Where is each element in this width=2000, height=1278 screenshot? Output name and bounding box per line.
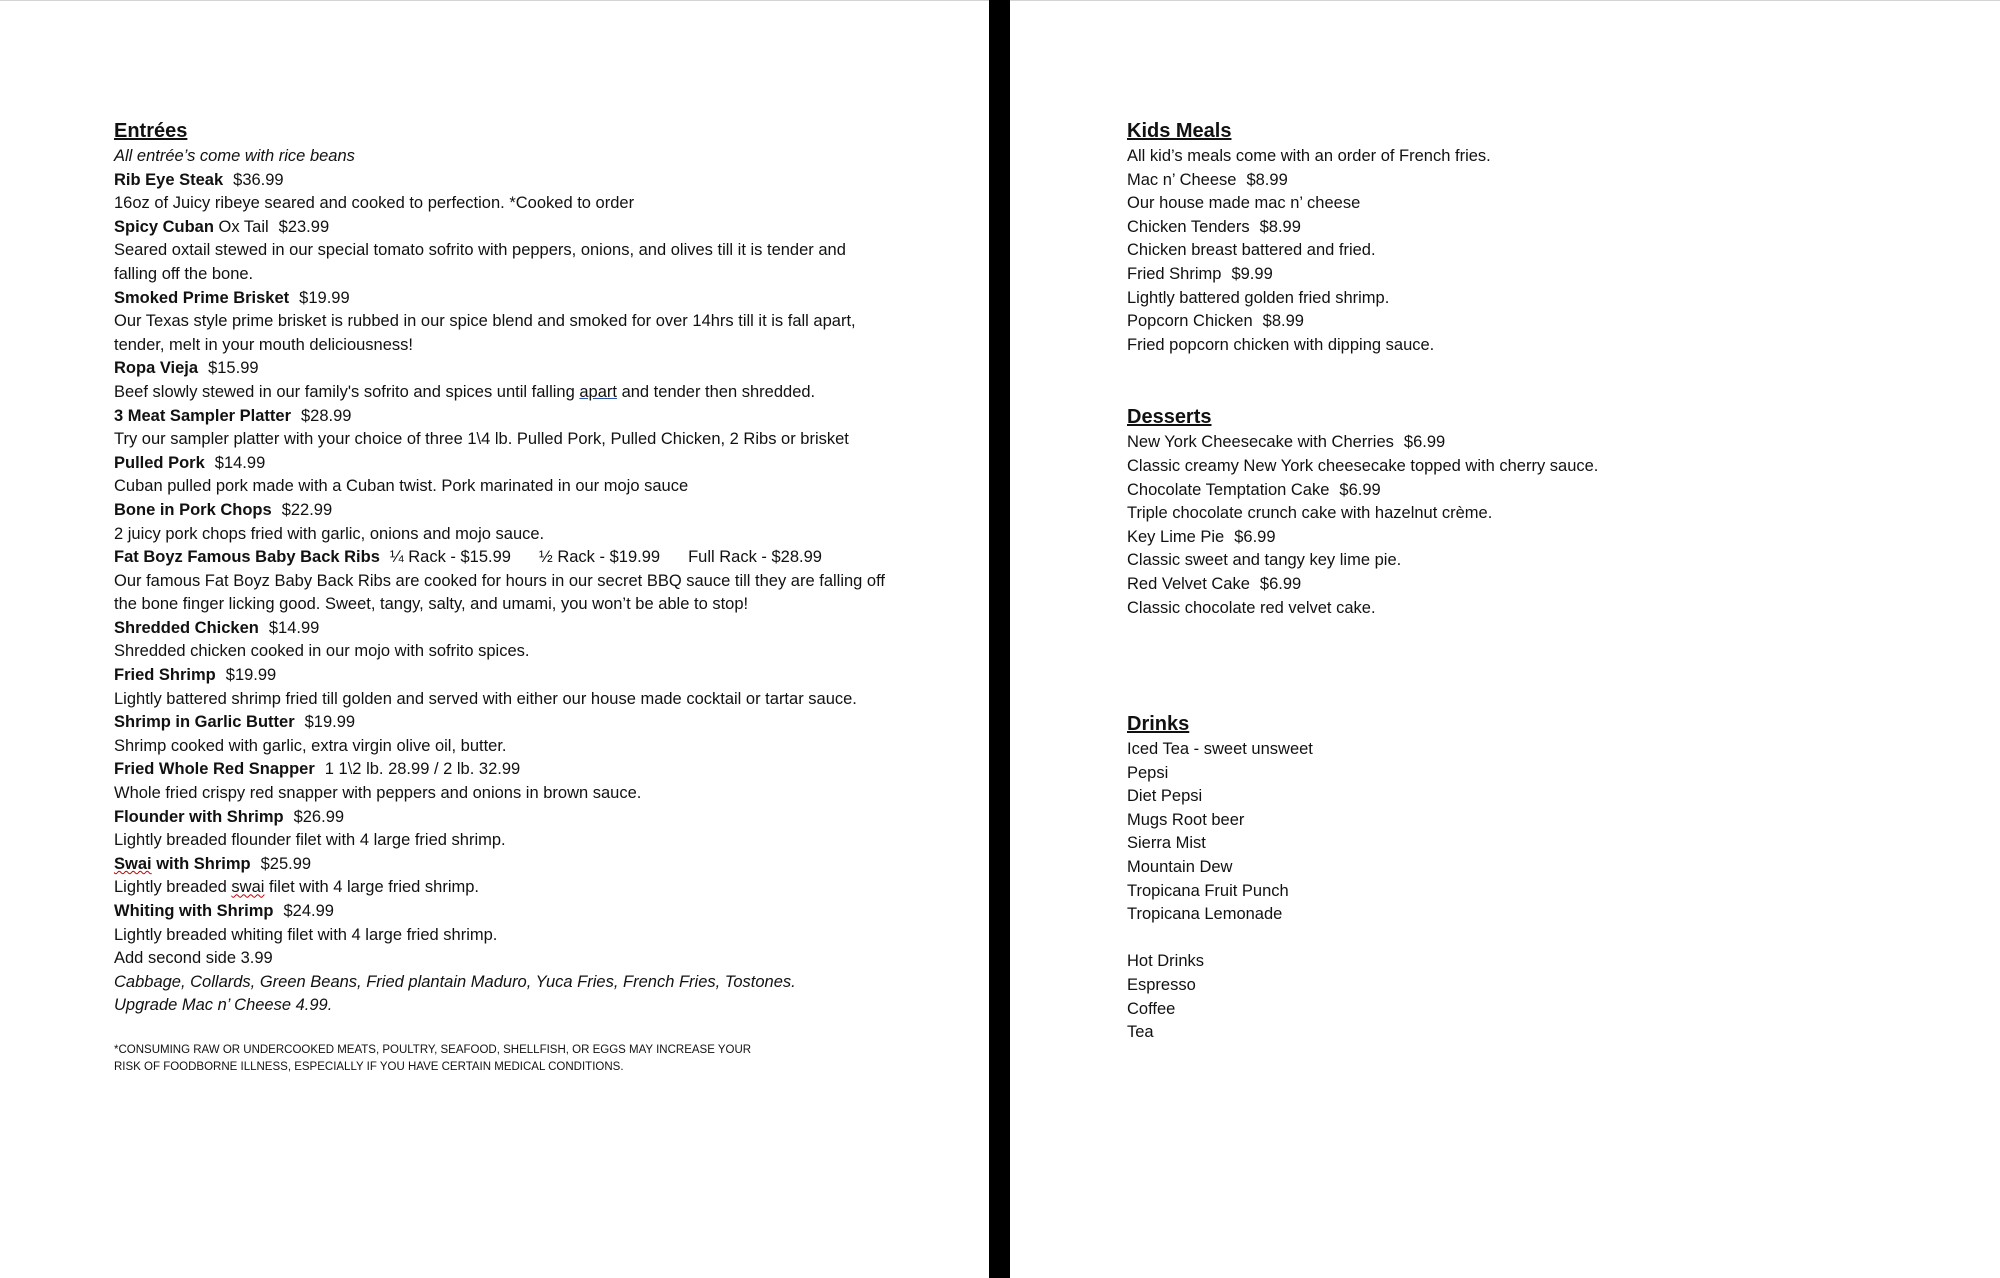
item-price: $6.99 xyxy=(1234,527,1276,546)
drink-item: Pepsi xyxy=(1127,763,1169,782)
item-description: Classic chocolate red velvet cake. xyxy=(1127,598,1376,617)
menu-item xyxy=(114,711,874,735)
drink-item: Mountain Dew xyxy=(1127,858,1233,877)
menu-item xyxy=(114,405,874,429)
item-price: $26.99 xyxy=(293,807,345,826)
item-description: Try our sampler platter with your choice of three 1\4 lb. Pulled Pork, Pulled Chicken, 2 Ribs or brisket xyxy=(114,430,849,449)
drink-item: Tropicana Lemonade xyxy=(1127,905,1283,924)
entrees-note: All entrée’s come with rice beans xyxy=(114,147,355,165)
item-description: 2 juicy pork chops fried with garlic, onions and mojo sauce. xyxy=(114,524,545,543)
menu-item xyxy=(1127,526,1967,550)
item-price: $36.99 xyxy=(233,170,284,189)
item-description: the bone finger licking good. Sweet, tangy, salty, and umami, you won’t be able to stop! xyxy=(114,595,749,614)
item-price: 1 1\2 lb. 28.99 / 2 lb. 32.99 xyxy=(324,760,521,779)
item-description: Classic sweet and tangy key lime pie. xyxy=(1127,551,1402,570)
second-side-note: Add second side 3.99 xyxy=(114,949,273,968)
item-name: 3 Meat Sampler Platter xyxy=(114,406,291,425)
item-name: Bone in Pork Chops xyxy=(114,500,272,519)
item-description: Shredded chicken cooked in our mojo with sofrito spices. xyxy=(114,642,530,661)
item-description: Whole fried crispy red snapper with peppers and onions in brown sauce. xyxy=(114,784,642,803)
kids-heading: Kids Meals xyxy=(1127,120,1232,142)
item-name: Whiting with Shrimp xyxy=(114,902,274,920)
item-description: Our house made mac n’ cheese xyxy=(1127,194,1361,213)
rack-full-price: Full Rack - $28.99 xyxy=(688,548,822,567)
menu-item xyxy=(114,357,874,381)
item-name: Shrimp in Garlic Butter xyxy=(114,713,295,732)
item-name: Chocolate Temptation Cake xyxy=(1127,480,1330,499)
item-description: Lightly breaded flounder filet with 4 large fried shrimp. xyxy=(114,831,506,850)
item-price: $23.99 xyxy=(278,217,330,236)
item-name-flagged: Swai xyxy=(114,854,152,873)
desc-part: Lightly breaded xyxy=(114,878,232,897)
item-price: $19.99 xyxy=(304,713,356,732)
item-name-rest: Ox Tail xyxy=(213,217,269,236)
item-price: $6.99 xyxy=(1403,433,1446,452)
item-name: Red Velvet Cake xyxy=(1127,574,1250,593)
right-column xyxy=(1127,118,1967,1045)
drink-item: Mugs Root beer xyxy=(1127,810,1245,829)
item-name: Key Lime Pie xyxy=(1127,527,1225,546)
item-price: $22.99 xyxy=(281,500,333,519)
menu-item xyxy=(114,287,874,311)
item-price: $14.99 xyxy=(214,453,266,472)
item-price: $28.99 xyxy=(301,406,352,425)
menu-item xyxy=(114,900,874,924)
menu-item xyxy=(114,806,874,830)
rack-quarter-price: ¼ Rack - $15.99 xyxy=(389,548,511,567)
item-description: Classic creamy New York cheesecake topped with cherry sauce. xyxy=(1127,456,1599,475)
item-price: $6.99 xyxy=(1339,480,1381,499)
sides-list: Cabbage, Collards, Green Beans, Fried plantain Maduro, Yuca Fries, French Fries, Tostones. xyxy=(114,972,796,991)
disclaimer-line: RISK OF FOODBORNE ILLNESS, ESPECIALLY IF YOU HAVE CERTAIN MEDICAL CONDITIONS. xyxy=(114,1060,624,1073)
item-name: Fat Boyz Famous Baby Back Ribs xyxy=(114,548,380,567)
item-name: Spicy Cuban xyxy=(114,217,214,236)
menu-item xyxy=(114,169,874,193)
drink-item: Coffee xyxy=(1127,999,1176,1018)
food-safety-disclaimer xyxy=(114,1042,874,1076)
item-price: $8.99 xyxy=(1259,217,1301,236)
item-price: $8.99 xyxy=(1246,170,1288,189)
kids-note: All kid’s meals come with an order of French fries. xyxy=(1127,147,1491,165)
menu-item xyxy=(1127,310,1967,334)
item-name: Fried Shrimp xyxy=(114,666,216,685)
drink-item: Espresso xyxy=(1127,976,1196,995)
drink-item: Iced Tea - sweet unsweet xyxy=(1127,740,1313,759)
item-name: Shredded Chicken xyxy=(114,618,259,637)
item-price: $9.99 xyxy=(1231,264,1273,283)
item-description: Chicken breast battered and fried. xyxy=(1127,241,1376,260)
item-price: $14.99 xyxy=(268,618,320,637)
drink-item: Sierra Mist xyxy=(1127,834,1206,853)
drink-item: Tea xyxy=(1127,1023,1154,1042)
right-page xyxy=(1010,0,2000,1278)
item-description: Lightly battered shrimp fried till golden and served with either our house made cocktail or tartar sauce. xyxy=(114,689,857,708)
menu-item xyxy=(1127,169,1967,193)
item-name: Popcorn Chicken xyxy=(1127,312,1253,331)
item-description: Our famous Fat Boyz Baby Back Ribs are cooked for hours in our secret BBQ sauce till they are falling off xyxy=(114,571,885,590)
item-price: $19.99 xyxy=(225,666,277,685)
item-description: 16oz of Juicy ribeye seared and cooked to perfection. *Cooked to order xyxy=(114,194,635,213)
menu-item xyxy=(1127,431,1967,455)
item-description: Lightly breaded whiting filet with 4 large fried shrimp. xyxy=(114,925,498,944)
menu-item xyxy=(114,452,874,476)
drinks-heading: Drinks xyxy=(1127,713,1190,736)
item-description: Fried popcorn chicken with dipping sauce. xyxy=(1127,335,1435,354)
desc-part: and tender then shredded. xyxy=(616,382,816,401)
entrees-section xyxy=(114,118,885,1076)
menu-item xyxy=(1127,216,1967,240)
desc-part: filet with 4 large fried shrimp. xyxy=(264,878,480,897)
menu-item xyxy=(1127,479,1967,503)
item-description: falling off the bone. xyxy=(114,264,254,283)
page-divider xyxy=(989,0,1010,1278)
item-price: $24.99 xyxy=(283,902,334,920)
item-name: Smoked Prime Brisket xyxy=(114,288,290,307)
item-name: New York Cheesecake with Cherries xyxy=(1127,433,1394,452)
menu-item xyxy=(114,499,874,523)
left-page xyxy=(0,0,989,1278)
item-price: $15.99 xyxy=(208,359,259,378)
desc-part-flagged: apart xyxy=(579,382,617,401)
item-description: Our Texas style prime brisket is rubbed in our spice blend and smoked for over 14hrs till it is fall apart, xyxy=(114,312,856,331)
entrees-heading: Entrées xyxy=(114,120,188,142)
item-description: Lightly battered golden fried shrimp. xyxy=(1127,288,1390,307)
desc-part: Beef slowly stewed in our family's sofrito and spices until falling xyxy=(114,382,580,401)
menu-item xyxy=(114,546,874,570)
drink-item: Diet Pepsi xyxy=(1127,787,1203,806)
desc-part-flagged: swai xyxy=(231,878,265,897)
menu-item xyxy=(114,216,874,240)
item-description: Shrimp cooked with garlic, extra virgin olive oil, butter. xyxy=(114,736,507,755)
item-name: Rib Eye Steak xyxy=(114,170,224,189)
item-name: Fried Shrimp xyxy=(1127,264,1222,283)
menu-item xyxy=(1127,573,1967,597)
item-name: Pulled Pork xyxy=(114,453,205,472)
item-price: $8.99 xyxy=(1262,312,1304,331)
menu-item xyxy=(114,664,874,688)
item-price: $19.99 xyxy=(299,288,350,307)
hot-drinks-heading: Hot Drinks xyxy=(1127,952,1205,971)
item-description: tender, melt in your mouth deliciousness! xyxy=(114,335,413,354)
item-description: Seared oxtail stewed in our special tomato sofrito with peppers, onions, and olives till it is tender and xyxy=(114,241,846,260)
item-price: $6.99 xyxy=(1259,574,1302,593)
item-description xyxy=(114,381,874,405)
drink-item: Tropicana Fruit Punch xyxy=(1127,881,1289,900)
desserts-heading: Desserts xyxy=(1127,406,1212,429)
item-name: Fried Whole Red Snapper xyxy=(114,760,315,779)
item-name-rest: with Shrimp xyxy=(151,854,251,873)
menu-item xyxy=(114,758,874,782)
item-name: Chicken Tenders xyxy=(1127,217,1250,236)
menu-item xyxy=(1127,263,1967,287)
item-price: $25.99 xyxy=(260,854,312,873)
rack-half-price: ½ Rack - $19.99 xyxy=(538,548,661,567)
item-name: Flounder with Shrimp xyxy=(114,807,284,826)
menu-item xyxy=(114,853,874,877)
item-description: Triple chocolate crunch cake with hazelnut crème. xyxy=(1127,504,1493,523)
item-description: Cuban pulled pork made with a Cuban twist. Pork marinated in our mojo sauce xyxy=(114,477,689,496)
upgrade-note: Upgrade Mac n’ Cheese 4.99. xyxy=(114,996,333,1015)
item-name: Mac n’ Cheese xyxy=(1127,170,1237,189)
menu-item xyxy=(114,617,874,641)
item-description xyxy=(114,876,874,900)
item-name: Ropa Vieja xyxy=(114,359,199,378)
disclaimer-line: *CONSUMING RAW OR UNDERCOOKED MEATS, POULTRY, SEAFOOD, SHELLFISH, OR EGGS MAY INCREASE YOUR xyxy=(114,1043,752,1056)
